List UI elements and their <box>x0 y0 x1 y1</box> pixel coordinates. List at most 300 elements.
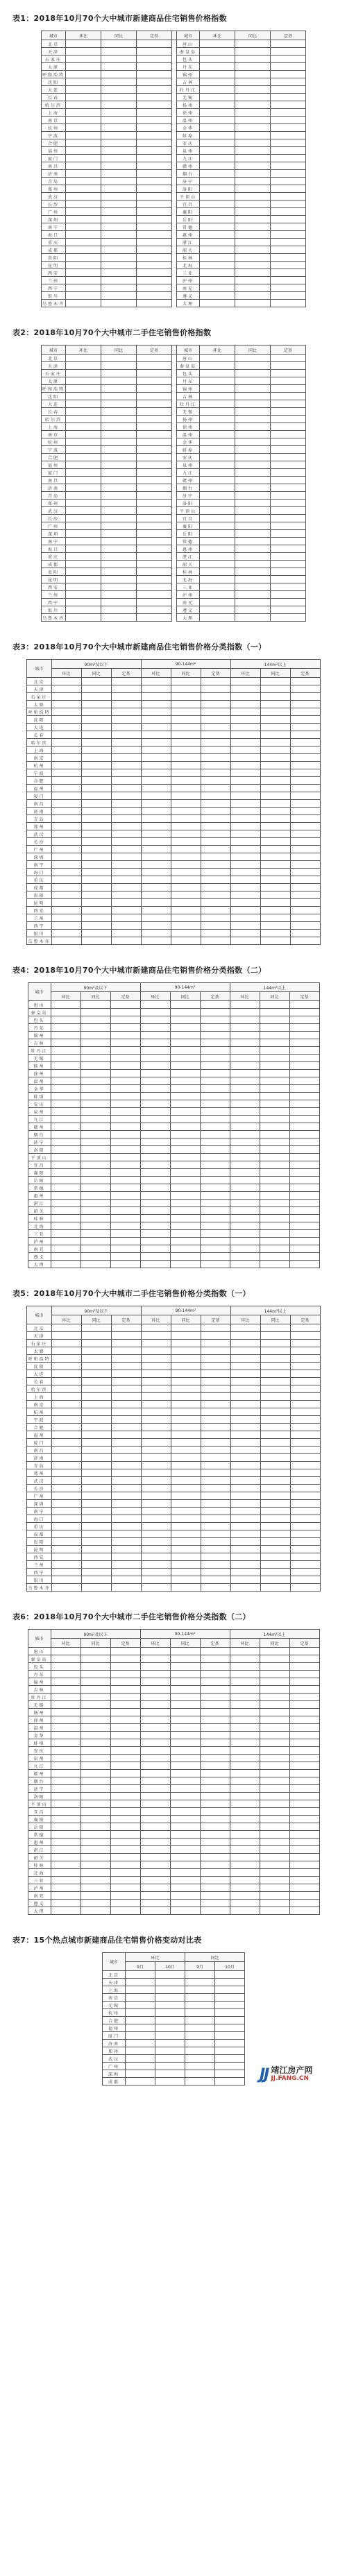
value-cell <box>230 1340 260 1347</box>
table-row <box>28 1146 319 1154</box>
value-cell <box>201 1324 230 1332</box>
city-cell: 济宁 <box>28 1138 51 1146</box>
value-cell <box>290 830 320 838</box>
value-cell <box>260 1454 290 1462</box>
value-cell <box>81 1169 110 1177</box>
city-cell: 牡丹江 <box>177 400 200 408</box>
value-cell <box>101 553 137 561</box>
table-row <box>27 1393 320 1401</box>
value-cell <box>260 1131 289 1138</box>
value-cell <box>271 300 306 307</box>
city-cell: 常德 <box>28 1831 51 1839</box>
table-row <box>27 1584 320 1592</box>
value-cell <box>260 1648 289 1655</box>
table-row <box>41 86 305 94</box>
value-cell <box>289 1085 319 1093</box>
value-cell <box>200 1648 230 1655</box>
table-row <box>27 899 320 907</box>
value-cell <box>230 1793 260 1800</box>
value-cell <box>170 1245 200 1253</box>
value-cell <box>201 1462 230 1469</box>
value-cell <box>271 362 306 370</box>
value-cell <box>260 853 290 861</box>
value-cell <box>230 1363 260 1370</box>
value-cell <box>51 1207 81 1215</box>
value-cell <box>141 899 171 907</box>
table-row <box>28 1093 319 1100</box>
value-cell <box>171 823 201 830</box>
table-title: 表3：2018年10月70个大中城市新建商品住宅销售价格分类指数（一） <box>12 642 266 651</box>
value-cell <box>289 1093 319 1100</box>
value-cell <box>289 1678 319 1686</box>
value-cell <box>110 1047 140 1055</box>
value-cell <box>66 538 101 545</box>
value-cell <box>260 1831 289 1839</box>
value-cell <box>101 431 137 438</box>
value-cell <box>81 1877 110 1884</box>
value-cell <box>230 1070 260 1077</box>
column-header: 同比 <box>171 1315 201 1324</box>
value-cell <box>81 1378 111 1385</box>
header-city: 城市 <box>177 346 200 355</box>
value-cell <box>271 400 306 408</box>
value-cell <box>290 922 320 930</box>
value-cell <box>101 71 137 78</box>
value-cell <box>110 1085 140 1093</box>
city-cell: 北海 <box>28 1869 51 1877</box>
value-cell <box>289 1808 319 1816</box>
value-cell <box>110 1154 140 1161</box>
table-row <box>28 1032 319 1039</box>
value-cell <box>110 1062 140 1070</box>
value-cell <box>260 1200 289 1207</box>
value-cell <box>101 507 137 515</box>
value-cell <box>110 1785 140 1793</box>
value-cell <box>141 1408 171 1416</box>
value-cell <box>110 1823 140 1831</box>
value-cell <box>260 1755 289 1762</box>
city-cell: 北京 <box>41 40 65 48</box>
value-cell <box>201 1576 230 1584</box>
value-cell <box>51 739 81 747</box>
value-cell <box>101 545 137 553</box>
value-cell <box>51 1184 81 1192</box>
value-cell <box>110 1200 140 1207</box>
value-cell <box>200 507 235 515</box>
city-cell: 济南 <box>103 2040 126 2047</box>
column-header: 10月 <box>155 1962 185 1971</box>
value-cell <box>51 1238 81 1245</box>
value-cell <box>271 40 306 48</box>
value-cell <box>260 1530 290 1538</box>
value-cell <box>170 1686 200 1694</box>
value-cell <box>171 769 201 777</box>
city-cell: 济南 <box>41 170 65 178</box>
value-cell <box>140 1024 170 1032</box>
value-cell <box>271 109 306 117</box>
value-cell <box>140 1900 170 1907</box>
value-cell <box>260 701 290 708</box>
value-cell <box>110 1869 140 1877</box>
value-cell <box>235 201 271 208</box>
value-cell <box>230 1439 260 1447</box>
value-cell <box>230 1401 260 1408</box>
city-cell: 杭州 <box>41 438 65 446</box>
watermark-logo: JJ <box>260 2065 269 2083</box>
city-cell: 杭州 <box>27 762 51 769</box>
value-cell <box>171 1508 201 1515</box>
value-cell <box>171 739 201 747</box>
column-header: 定基 <box>111 669 141 678</box>
value-cell <box>101 393 137 400</box>
value-cell <box>271 185 306 193</box>
column-header: 环比 <box>51 1315 81 1324</box>
value-cell <box>260 861 290 869</box>
value-cell <box>230 876 260 884</box>
value-cell <box>51 1648 81 1655</box>
city-cell: 哈尔滨 <box>41 416 65 423</box>
value-cell <box>66 246 101 254</box>
value-cell <box>235 292 271 300</box>
value-cell <box>140 1709 170 1716</box>
column-gap <box>172 606 177 614</box>
value-cell <box>201 785 230 792</box>
value-cell <box>110 1108 140 1116</box>
city-cell: 吉林 <box>28 1039 51 1047</box>
city-cell: 西宁 <box>41 284 65 292</box>
value-cell <box>271 385 306 393</box>
table-row <box>41 155 305 162</box>
table-row <box>103 2070 245 2078</box>
value-cell <box>110 1732 140 1739</box>
value-cell <box>170 1200 200 1207</box>
value-cell <box>289 1009 319 1016</box>
value-cell <box>260 1686 289 1694</box>
value-cell <box>230 1416 260 1424</box>
value-cell <box>81 846 111 853</box>
table-row <box>28 1816 319 1823</box>
table-row <box>41 147 305 155</box>
table-row <box>27 762 320 769</box>
column-header: 定基 <box>200 1639 230 1648</box>
value-cell <box>101 461 137 469</box>
value-cell <box>81 1047 110 1055</box>
city-cell: 南充 <box>28 1245 51 1253</box>
value-cell <box>66 117 101 124</box>
value-cell <box>51 1154 81 1161</box>
value-cell <box>235 185 271 193</box>
value-cell <box>66 408 101 416</box>
column-gap <box>172 553 177 561</box>
value-cell <box>170 1762 200 1770</box>
value-cell <box>235 239 271 246</box>
city-cell: 杭州 <box>41 124 65 132</box>
value-cell <box>230 747 260 754</box>
table-row <box>27 1553 320 1561</box>
value-cell <box>201 754 230 762</box>
value-cell <box>81 1131 110 1138</box>
group-header: 144m²以上 <box>230 1306 320 1315</box>
city-cell: 温州 <box>177 117 200 124</box>
value-cell <box>51 1116 81 1123</box>
value-cell <box>200 1884 230 1892</box>
column-gap <box>172 492 177 500</box>
value-cell <box>271 277 306 284</box>
column-gap <box>172 223 177 231</box>
value-cell <box>230 762 260 769</box>
value-cell <box>110 1747 140 1755</box>
value-cell <box>141 800 171 808</box>
table-row <box>27 716 320 724</box>
value-cell <box>140 1846 170 1854</box>
value-cell <box>137 377 172 385</box>
value-cell <box>140 1747 170 1755</box>
value-cell <box>81 1770 110 1777</box>
table-row <box>41 231 305 239</box>
value-cell <box>230 914 260 922</box>
value-cell <box>170 1055 200 1062</box>
value-cell <box>171 937 201 945</box>
value-cell <box>230 785 260 792</box>
table-row <box>41 477 305 484</box>
value-cell <box>101 139 137 147</box>
city-cell: 洛阳 <box>177 185 200 193</box>
value-cell <box>137 86 172 94</box>
city-cell: 泉州 <box>177 147 200 155</box>
value-cell <box>51 1385 81 1393</box>
value-cell <box>81 1230 110 1238</box>
value-cell <box>235 124 271 132</box>
value-cell <box>235 231 271 239</box>
value-cell <box>230 1154 260 1161</box>
value-cell <box>101 355 137 362</box>
value-cell <box>171 724 201 731</box>
city-cell: 呼和浩特 <box>27 708 51 716</box>
city-cell: 海口 <box>41 231 65 239</box>
value-cell <box>290 1584 320 1592</box>
value-cell <box>81 1854 110 1861</box>
value-cell <box>140 1808 170 1816</box>
value-cell <box>111 769 141 777</box>
value-cell <box>111 1454 141 1462</box>
city-cell: 遵义 <box>177 292 200 300</box>
value-cell <box>81 1762 110 1770</box>
value-cell <box>140 1138 170 1146</box>
value-cell <box>290 1347 320 1355</box>
table-row <box>41 300 305 307</box>
value-cell <box>230 1800 260 1808</box>
value-cell <box>171 907 201 914</box>
column-gap <box>172 86 177 94</box>
value-cell <box>111 716 141 724</box>
value-cell <box>171 1431 201 1439</box>
value-cell <box>290 1408 320 1416</box>
value-cell <box>230 1253 260 1261</box>
city-cell: 济宁 <box>177 492 200 500</box>
value-cell <box>110 1077 140 1085</box>
city-cell: 唐山 <box>28 1001 51 1009</box>
city-cell: 唐山 <box>177 355 200 362</box>
value-cell <box>141 1447 171 1454</box>
value-cell <box>141 876 171 884</box>
value-cell <box>140 1755 170 1762</box>
value-cell <box>260 907 290 914</box>
value-cell <box>289 1116 319 1123</box>
value-cell <box>230 724 260 731</box>
city-cell: 合肥 <box>41 454 65 461</box>
value-cell <box>201 892 230 899</box>
stats-table <box>102 1952 245 2085</box>
value-cell <box>155 2032 185 2040</box>
city-cell: 郑州 <box>27 1469 51 1477</box>
value-cell <box>137 507 172 515</box>
value-cell <box>81 1823 110 1831</box>
city-cell: 深圳 <box>41 216 65 223</box>
value-cell <box>200 1039 230 1047</box>
value-cell <box>200 147 235 155</box>
value-cell <box>101 370 137 377</box>
value-cell <box>290 907 320 914</box>
value-cell <box>66 185 101 193</box>
value-cell <box>215 1986 245 1994</box>
value-cell <box>155 2055 185 2063</box>
value-cell <box>141 892 171 899</box>
value-cell <box>200 1215 230 1222</box>
value-cell <box>290 1477 320 1485</box>
value-cell <box>81 1694 110 1701</box>
value-cell <box>66 56 101 63</box>
value-cell <box>110 1877 140 1884</box>
table-row <box>28 1755 319 1762</box>
value-cell <box>201 937 230 945</box>
value-cell <box>201 1569 230 1576</box>
table-row <box>41 530 305 538</box>
city-cell: 吉林 <box>28 1686 51 1694</box>
value-cell <box>81 1500 111 1508</box>
value-cell <box>140 1123 170 1131</box>
value-cell <box>51 785 81 792</box>
value-cell <box>141 1485 171 1492</box>
value-cell <box>101 408 137 416</box>
value-cell <box>141 1347 171 1355</box>
value-cell <box>260 1770 289 1777</box>
city-cell: 韶关 <box>177 561 200 568</box>
value-cell <box>260 1508 290 1515</box>
table-row <box>28 1009 319 1016</box>
value-cell <box>200 1184 230 1192</box>
city-cell: 福州 <box>27 785 51 792</box>
table-row <box>27 754 320 762</box>
value-cell <box>101 48 137 56</box>
value-cell <box>201 1416 230 1424</box>
value-cell <box>81 884 111 892</box>
value-cell <box>170 1131 200 1138</box>
table-row <box>27 838 320 846</box>
value-cell <box>235 507 271 515</box>
value-cell <box>66 614 101 622</box>
table-row <box>27 853 320 861</box>
value-cell <box>51 1907 81 1915</box>
table-row <box>28 1785 319 1793</box>
value-cell <box>230 731 260 739</box>
value-cell <box>81 792 111 800</box>
city-cell: 扬州 <box>177 101 200 109</box>
value-cell <box>201 1447 230 1454</box>
value-cell <box>170 1770 200 1777</box>
value-cell <box>290 1530 320 1538</box>
table-row <box>41 56 305 63</box>
value-cell <box>170 1854 200 1861</box>
value-cell <box>260 1378 290 1385</box>
table-row <box>28 1207 319 1215</box>
city-cell: 成都 <box>41 246 65 254</box>
value-cell <box>111 861 141 869</box>
value-cell <box>137 484 172 492</box>
city-cell: 扬州 <box>177 416 200 423</box>
city-cell: 蚌埠 <box>177 132 200 139</box>
value-cell <box>289 1663 319 1671</box>
value-cell <box>155 1994 185 2002</box>
value-cell <box>170 1671 200 1678</box>
value-cell <box>81 876 111 884</box>
value-cell <box>141 914 171 922</box>
value-cell <box>289 1861 319 1869</box>
value-cell <box>171 1340 201 1347</box>
value-cell <box>201 1561 230 1569</box>
value-cell <box>271 469 306 477</box>
value-cell <box>66 522 101 530</box>
value-cell <box>126 2055 155 2063</box>
city-cell: 合肥 <box>41 139 65 147</box>
column-gap <box>172 124 177 132</box>
column-gap <box>172 500 177 507</box>
value-cell <box>101 78 137 86</box>
table-row <box>41 246 305 254</box>
value-cell <box>201 907 230 914</box>
value-cell <box>260 1732 289 1739</box>
value-cell <box>110 1671 140 1678</box>
value-cell <box>81 1324 111 1332</box>
city-cell: 银川 <box>27 1576 51 1584</box>
value-cell <box>81 1884 110 1892</box>
city-cell: 襄阳 <box>177 208 200 216</box>
city-cell: 九江 <box>177 155 200 162</box>
value-cell <box>230 1907 260 1915</box>
value-cell <box>289 1047 319 1055</box>
value-cell <box>66 355 101 362</box>
value-cell <box>141 762 171 769</box>
value-cell <box>230 716 260 724</box>
city-cell: 武汉 <box>41 193 65 201</box>
value-cell <box>51 1755 81 1762</box>
value-cell <box>200 416 235 423</box>
city-cell: 长沙 <box>27 1485 51 1492</box>
value-cell <box>137 561 172 568</box>
value-cell <box>171 1332 201 1340</box>
value-cell <box>260 1561 290 1569</box>
column-gap <box>172 568 177 576</box>
value-cell <box>200 1245 230 1253</box>
value-cell <box>200 1261 230 1268</box>
value-cell <box>51 1655 81 1663</box>
value-cell <box>289 1146 319 1154</box>
value-cell <box>289 1846 319 1854</box>
city-cell: 湛江 <box>177 553 200 561</box>
value-cell <box>66 500 101 507</box>
city-cell: 丹东 <box>177 377 200 385</box>
value-cell <box>81 1146 110 1154</box>
value-cell <box>230 777 260 785</box>
